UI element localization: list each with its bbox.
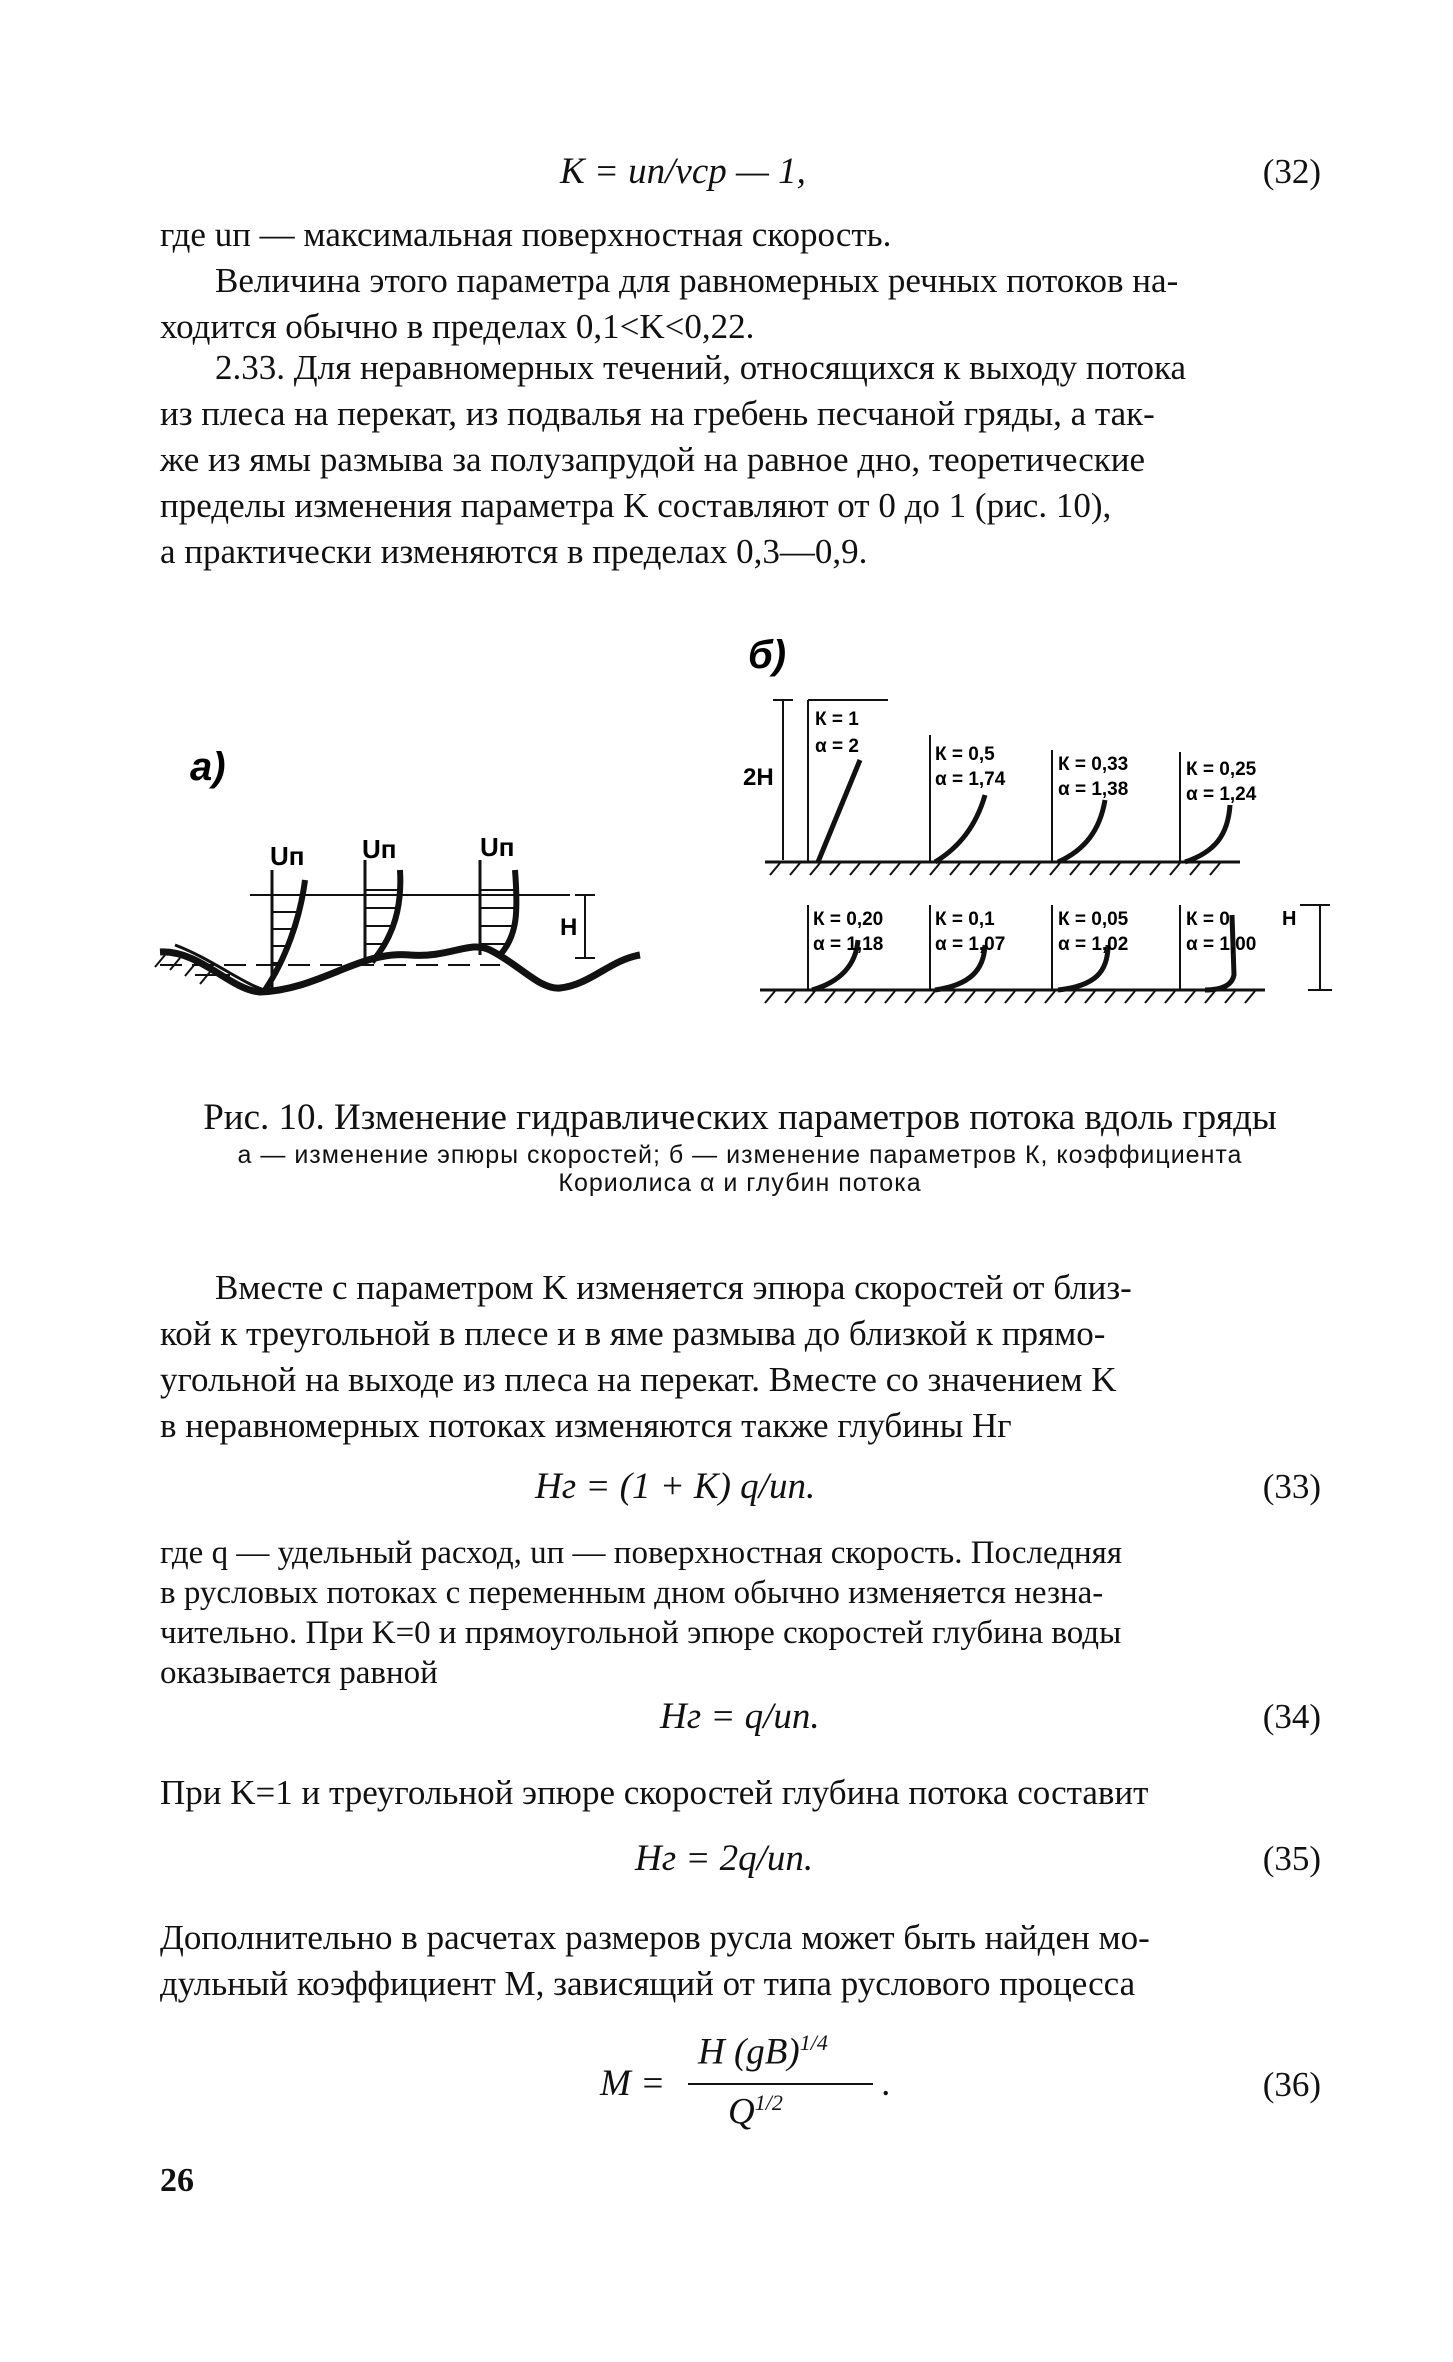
k-value: К = 0 [1186,909,1230,930]
text-line: ходится обычно в пределах 0,1<K<0,22. [160,307,755,346]
panel-b-profile-top-4 [1180,752,1257,862]
text-line: чительно. При K=0 и прямоугольной эпюре скоростей глубина воды [160,1615,1122,1651]
equation-number-36: (36) [1262,2065,1321,2104]
panel-b-label: б) [748,633,787,677]
panel-a-label: а) [190,745,226,789]
velocity-label: Uп [362,834,397,864]
panel-b-profile-top-1 [808,700,888,862]
panel-b-profile-bottom-2 [930,905,1005,990]
equation-number-34: (34) [1262,1697,1321,1736]
formula-34: Hг = q/uп. [660,1696,820,1737]
text-line: дульный коэффициент M, зависящий от типа руслового процесса [160,1964,1136,2003]
text-line: При K=1 и треугольной эпюре скоростей глубина потока составит [160,1773,1149,1812]
text-line: из плеса на перекат, из подвалья на гребень песчаной гряды, а так- [160,394,1155,433]
panel-b-profile-bottom-1 [808,905,883,990]
alpha-value: α = 2 [815,736,859,757]
text-line: в неравномерных потоках изменяются также глубины Hг [160,1406,1012,1445]
velocity-label: Uп [270,841,305,871]
panel-b-profile-top-2 [930,735,1006,862]
text-line: угольной на выходе из плеса на перекат. Вместе со значением K [160,1360,1117,1399]
depth-label: H [1282,908,1297,930]
panel-b-profile-bottom-4 [1180,905,1256,990]
text-line: пределы изменения параметра K составляют от 0 до 1 (рис. 10), [160,486,1112,525]
alpha-value: α = 1,02 [1058,934,1129,955]
k-value: К = 0,20 [813,909,884,930]
text-line: где q — удельный расход, uп — поверхностная скорость. Последняя [160,1535,1123,1571]
text-line: Вместе с параметром K изменяется эпюра скоростей от близ- [215,1268,1132,1307]
formula-35: Hг = 2q/uп. [635,1838,814,1879]
equation-number-32: (32) [1262,152,1321,191]
k-value: К = 0,05 [1058,909,1129,930]
text-line: где uп — максимальная поверхностная скорость. [160,215,892,254]
k-value: К = 0,1 [935,909,995,930]
k-value: К = 1 [815,709,859,730]
figure-panel-a [155,745,640,992]
formula-numerator [698,2030,828,2073]
denominator-base: Q [728,2091,755,2133]
alpha-value: α = 1,18 [813,934,884,955]
text-line: же из ямы размыва за полузапрудой на равное дно, теоретические [160,440,1146,479]
text-line: оказывается равной [160,1655,438,1691]
formula-lhs: M = [600,2063,666,2104]
fraction-bar [688,2083,873,2085]
formula-33: Hг = (1 + K) q/uп. [535,1466,816,1507]
alpha-value: α = 1,38 [1058,779,1129,800]
panel-b-profile-bottom-3 [1052,905,1129,990]
depth-label: H [560,914,578,941]
alpha-value: α = 1,24 [1186,784,1257,805]
text-line: Дополнительно в расчетах размеров русла может быть найден мо- [160,1918,1150,1957]
alpha-value: α = 1,00 [1186,934,1257,955]
text-line: кой к треугольной в плесе и в яме размыва до близкой к прямо- [160,1314,1106,1353]
formula-denominator [728,2090,783,2133]
height-label: 2H [743,764,774,791]
paragraph-modular-coefficient [160,1915,1320,2007]
paragraph-velocity-profile [160,1265,1320,1449]
text-line: 2.33. Для неравномерных течений, относящихся к выходу потока [215,348,1187,387]
caption-subtitle: а — изменение эпюры скоростей; б — изменение параметров К, коэффициента [237,1141,1243,1169]
figure-panel-b [743,633,1332,1003]
alpha-value: α = 1,74 [935,769,1006,790]
formula-36 [600,2030,900,2140]
figure-10 [0,0,1453,1080]
page-number: 26 [160,2162,194,2199]
velocity-label: Uп [480,832,515,862]
text-line: в русловых потоках с переменным дном обычно изменяется незна- [160,1575,1104,1611]
caption-title: Рис. 10. Изменение гидравлических параметров потока вдоль гряды [203,1097,1277,1138]
paragraph-k-equals-1 [160,1770,1320,1816]
k-value: К = 0,25 [1186,759,1257,780]
panel-b-profile-top-3 [1052,750,1128,862]
paragraph-specific-discharge [160,1533,1320,1693]
k-value: К = 0,5 [935,744,995,765]
text-line: а практически изменяются в пределах 0,3—0,9. [160,532,868,571]
numerator-exponent: 1/4 [799,2030,828,2055]
formula-tail: . [882,2063,892,2104]
alpha-value: α = 1,07 [935,934,1006,955]
numerator-base: H (gB) [698,2031,800,2073]
denominator-exponent: 1/2 [754,2090,783,2115]
k-value: К = 0,33 [1058,754,1129,775]
figure-caption [160,1095,1320,1197]
caption-subtitle: Кориолиса α и глубин потока [558,1169,922,1197]
equation-number-35: (35) [1262,1839,1321,1878]
formula-32: K = uп/vср — 1, [560,151,806,192]
text-line: Величина этого параметра для равномерных речных потоков на- [215,261,1179,300]
equation-number-33: (33) [1262,1467,1321,1506]
